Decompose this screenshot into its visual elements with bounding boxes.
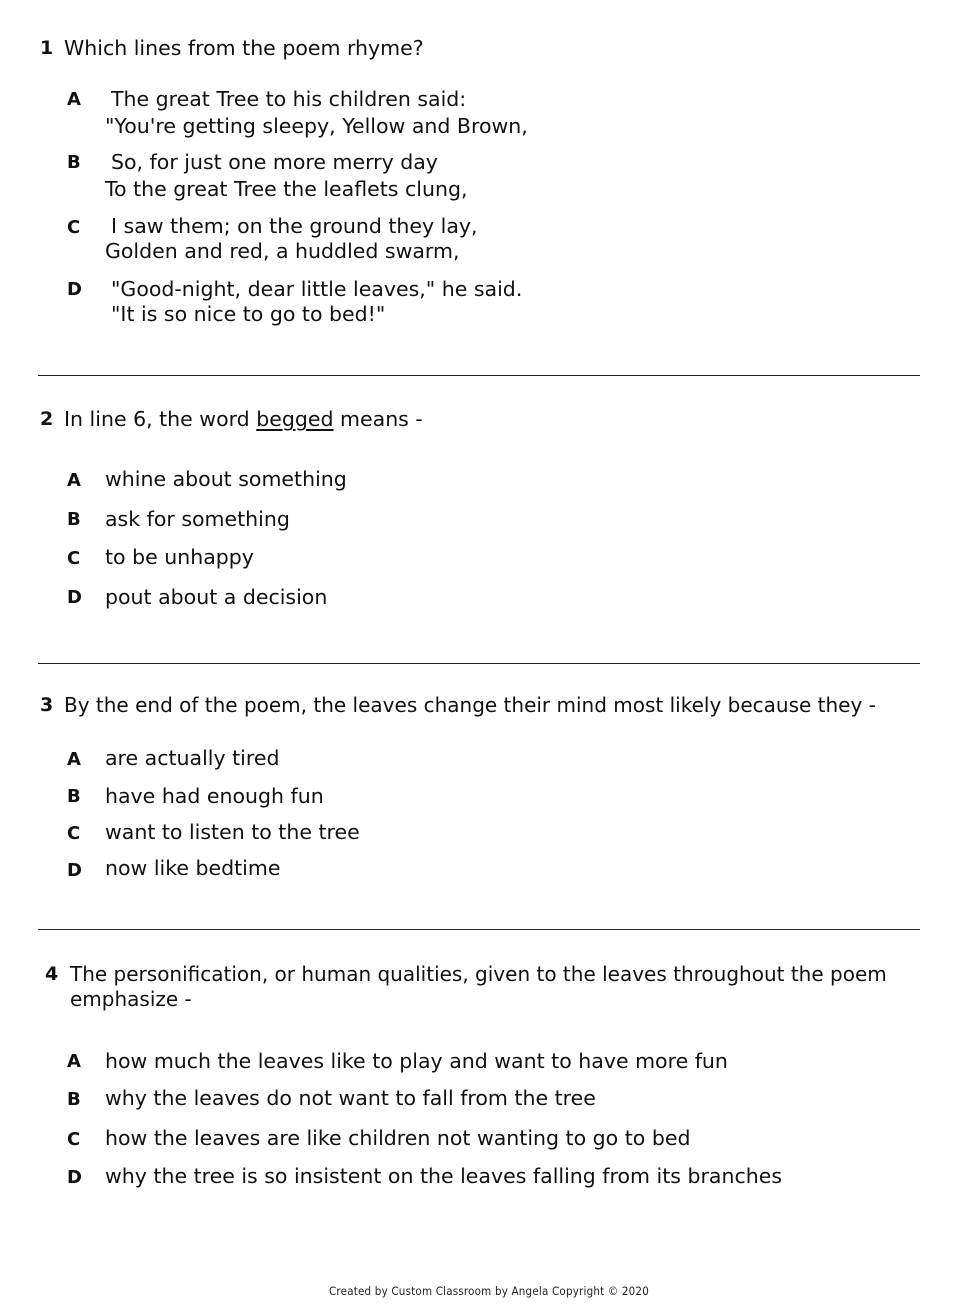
option-b-text[interactable]: why the leaves do not want to fall from the tree bbox=[105, 1086, 596, 1110]
question-number: 2 bbox=[40, 408, 54, 430]
option-d-text[interactable]: why the tree is so insistent on the leaves falling from its branches bbox=[105, 1164, 783, 1188]
question-number: 3 bbox=[40, 694, 54, 716]
option-letter-c: C bbox=[67, 823, 81, 844]
option-letter-b: B bbox=[67, 1089, 81, 1110]
question-prompt: By the end of the poem, the leaves change their mind most likely because they - bbox=[64, 693, 876, 717]
option-letter-c: C bbox=[67, 548, 81, 569]
option-d-line-1[interactable]: "Good-night, dear little leaves," he said. bbox=[111, 277, 523, 301]
option-letter-a: A bbox=[67, 1051, 81, 1072]
option-c-text[interactable]: how the leaves are like children not wanting to go to bed bbox=[105, 1126, 691, 1150]
divider bbox=[38, 929, 920, 930]
option-c-line-2[interactable]: Golden and red, a huddled swarm, bbox=[105, 239, 460, 263]
question-prompt bbox=[64, 406, 423, 432]
question-number: 4 bbox=[45, 963, 59, 985]
question-number: 1 bbox=[40, 37, 54, 59]
option-letter-b: B bbox=[67, 786, 81, 807]
divider bbox=[38, 375, 920, 376]
option-a-text[interactable]: whine about something bbox=[105, 467, 347, 491]
option-letter-a: A bbox=[67, 89, 81, 110]
option-a-line-1[interactable]: The great Tree to his children said: bbox=[111, 87, 467, 111]
option-b-line-2[interactable]: To the great Tree the leaflets clung, bbox=[105, 177, 468, 201]
option-letter-d: D bbox=[67, 279, 82, 300]
option-b-line-1[interactable]: So, for just one more merry day bbox=[111, 150, 438, 174]
option-c-line-1[interactable]: I saw them; on the ground they lay, bbox=[111, 214, 478, 238]
option-letter-b: B bbox=[67, 509, 81, 530]
option-a-text[interactable]: how much the leaves like to play and want to have more fun bbox=[105, 1049, 728, 1073]
option-letter-c: C bbox=[67, 217, 81, 238]
vocabulary-word: begged bbox=[256, 407, 334, 431]
option-d-line-2[interactable]: "It is so nice to go to bed!" bbox=[111, 302, 386, 326]
option-d-text[interactable]: pout about a decision bbox=[105, 585, 328, 609]
option-letter-d: D bbox=[67, 1167, 82, 1188]
option-letter-a: A bbox=[67, 470, 81, 491]
option-c-text[interactable]: want to listen to the tree bbox=[105, 820, 360, 844]
question-prompt-line-2: emphasize - bbox=[70, 987, 192, 1011]
option-b-text[interactable]: ask for something bbox=[105, 507, 290, 531]
option-d-text[interactable]: now like bedtime bbox=[105, 856, 281, 880]
copyright-footer: Created by Custom Classroom by Angela Copyright © 2020 bbox=[329, 1284, 649, 1298]
option-letter-d: D bbox=[67, 587, 82, 608]
option-b-text[interactable]: have had enough fun bbox=[105, 784, 324, 808]
option-c-text[interactable]: to be unhappy bbox=[105, 545, 254, 569]
option-a-line-2[interactable]: "You're getting sleepy, Yellow and Brown, bbox=[105, 114, 528, 138]
prompt-text-before: In line 6, the word bbox=[64, 407, 250, 431]
option-letter-a: A bbox=[67, 749, 81, 770]
option-letter-b: B bbox=[67, 152, 81, 173]
question-prompt-line-1: The personification, or human qualities, given to the leaves throughout the poem bbox=[70, 962, 887, 986]
prompt-text-after: means - bbox=[340, 407, 423, 431]
option-a-text[interactable]: are actually tired bbox=[105, 746, 280, 770]
divider bbox=[38, 663, 920, 664]
question-prompt: Which lines from the poem rhyme? bbox=[64, 36, 424, 60]
option-letter-d: D bbox=[67, 860, 82, 881]
option-letter-c: C bbox=[67, 1129, 81, 1150]
